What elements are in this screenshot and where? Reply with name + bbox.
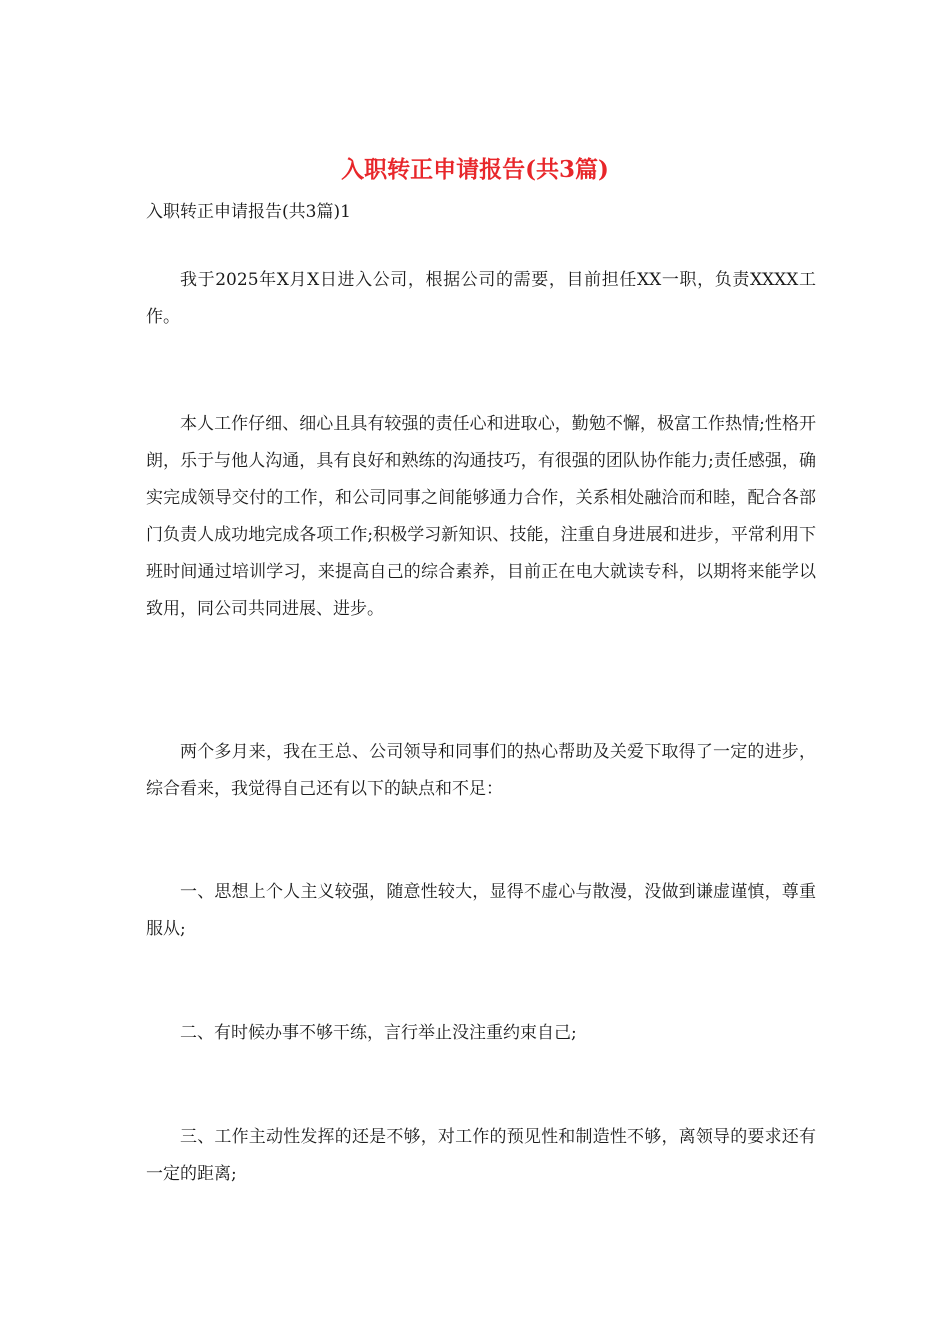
paragraph-self-assessment: 本人工作仔细、细心且具有较强的责任心和进取心，勤勉不懈，极富工作热情;性格开朗，乐于与他人沟通，具有良好和熟练的沟通技巧，有很强的团队协作能力;责任感强，确实完成领导交付的工作，和公司同事之间能够通力合作，关系相处融洽而和睦，配合各部门负责人成功地完成各项工作;积极学习新知识、技能，注重自身进展和进步，平常利用下班时间通过培训学习，来提高自己的综合素养，目前正在电大就读专科，以期将来能学以致用，同公司共同进展、进步。 (146, 414, 816, 619)
paragraph-shortcomings-intro: 两个多月来，我在王总、公司领导和同事们的热心帮助及关爱下取得了一定的进步，综合看来，我觉得自己还有以下的缺点和不足： (146, 742, 816, 799)
document-title: 入职转正申请报告(共3篇) (341, 156, 609, 183)
paragraph-shortcoming-3: 三、工作主动性发挥的还是不够，对工作的预见性和制造性不够，离领导的要求还有一定的距离; (146, 1127, 816, 1184)
paragraph-shortcoming-1: 一、思想上个人主义较强，随意性较大，显得不虚心与散漫，没做到谦虚谨慎，尊重服从; (146, 882, 816, 939)
paragraph-intro: 我于2025年X月X日进入公司，根据公司的需要，目前担任XX一职，负责XXXX工作。 (146, 270, 816, 327)
document-subtitle: 入职转正申请报告(共3篇)1 (146, 202, 351, 222)
paragraph-shortcoming-2: 二、有时候办事不够干练，言行举止没注重约束自己; (180, 1023, 577, 1043)
